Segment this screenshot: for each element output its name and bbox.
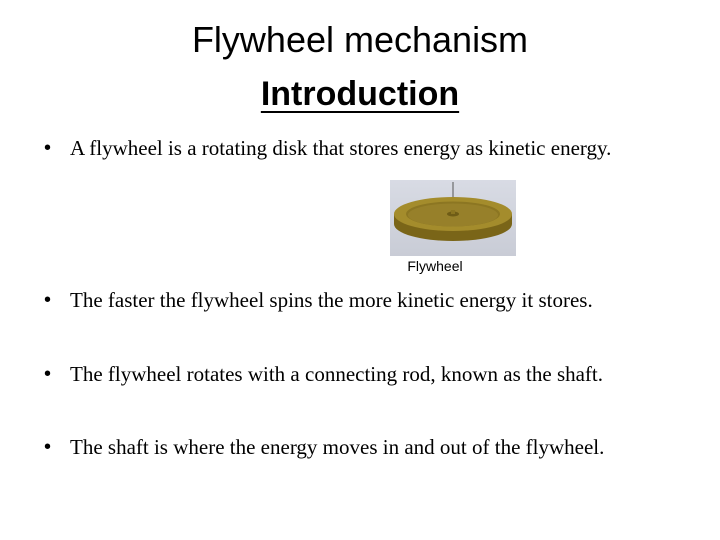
bullet-icon: • — [44, 289, 52, 311]
bullet-text: The faster the flywheel spins the more kinetic energy it stores. — [70, 288, 593, 312]
subtitle-text: Introduction — [260, 75, 460, 113]
bullet-text: The flywheel rotates with a connecting rod, known as the shaft. — [70, 362, 604, 386]
bullet-text: The shaft is where the energy moves in and out of the flywheel. — [70, 435, 605, 459]
flywheel-icon — [390, 180, 516, 256]
figure-caption: Flywheel — [407, 258, 463, 274]
bullet-item — [44, 358, 664, 390]
bullet-item — [44, 431, 664, 463]
slide-title: Flywheel mechanism — [191, 19, 529, 60]
bullet-icon: • — [44, 363, 52, 385]
bullet-item — [44, 284, 664, 316]
bullet-text: A flywheel is a rotating disk that stores energy as kinetic energy. — [70, 136, 612, 160]
bullet-item — [44, 132, 664, 164]
bullet-icon: • — [44, 137, 52, 159]
slide-subtitle — [0, 74, 720, 114]
bullet-icon: • — [44, 436, 52, 458]
flywheel-image — [390, 180, 516, 256]
